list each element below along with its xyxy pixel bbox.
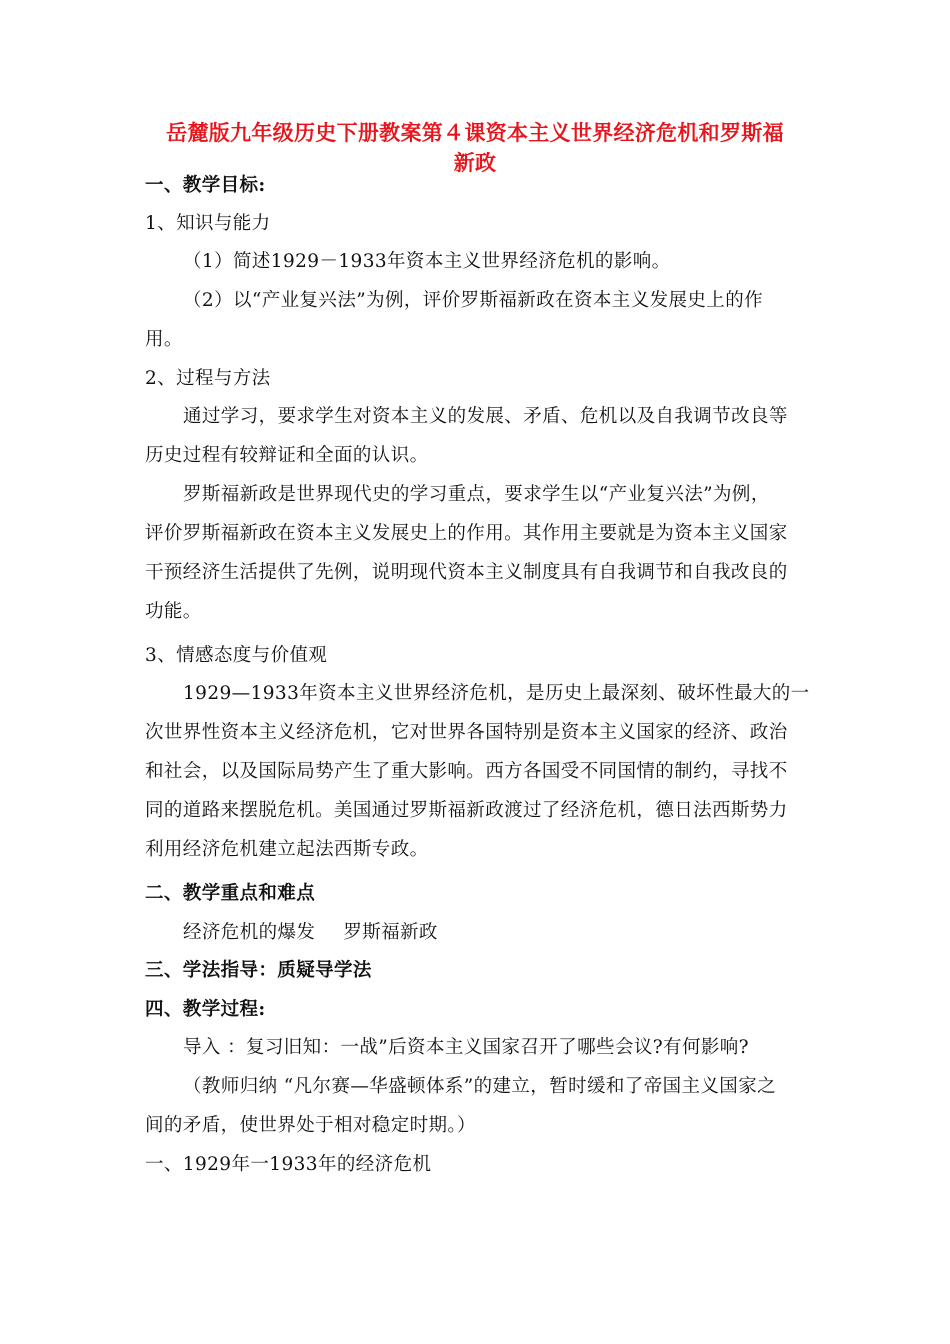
paragraph-newdeal-line-1: 罗斯福新政是世界现代史的学习重点，要求学生以“产业复兴法”为例， xyxy=(183,484,770,505)
title-line-1: 岳麓版九年级历史下册教案第４课资本主义世界经济危机和罗斯福 xyxy=(166,120,784,145)
paragraph-values-line-3: 和社会，以及国际局势产生了重大影响。西方各国受不同国情的制约，寻找不 xyxy=(145,761,788,782)
paragraph-process-line-2: 历史过程有较辩证和全面的认识。 xyxy=(145,445,429,466)
teacher-note-line-1: （教师归纳 “凡尔赛—华盛顿体系”的建立，暂时缓和了帝国主义国家之 xyxy=(183,1076,776,1097)
paragraph-values-line-4: 同的道路来摆脱危机。美国通过罗斯福新政渡过了经济危机，德日法西斯势力 xyxy=(145,800,788,821)
paragraph-newdeal-line-3: 干预经济生活提供了先例，说明现代资本主义制度具有自我调节和自我改良的 xyxy=(145,562,788,583)
key-point-1: 经济危机的爆发 xyxy=(183,922,316,943)
subheading-values: 3、情感态度与价值观 xyxy=(145,645,328,666)
paragraph-values-line-1: 1929—1933年资本主义世界经济危机，是历史上最深刻、破坏性最大的一 xyxy=(183,683,810,704)
document-title xyxy=(140,118,810,178)
section-heading-key-points: 二、教学重点和难点 xyxy=(145,883,316,904)
key-point-2: 罗斯福新政 xyxy=(343,922,438,943)
paragraph-newdeal-line-2: 评价罗斯福新政在资本主义发展史上的作用。其作用主要就是为资本主义国家 xyxy=(145,523,788,544)
subheading-knowledge: 1、知识与能力 xyxy=(145,213,271,234)
paragraph-process-line-1: 通过学习，要求学生对资本主义的发展、矛盾、危机以及自我调节改良等 xyxy=(183,406,788,427)
paragraph-newdeal-line-4: 功能。 xyxy=(145,601,202,622)
objective-item-2-line-2: 用。 xyxy=(145,329,183,350)
key-points-row xyxy=(183,920,815,946)
teacher-note-line-2: 间的矛盾，使世界处于相对稳定时期。） xyxy=(145,1115,476,1136)
objective-item-1: （1）简述1929－1933年资本主义世界经济危机的影响。 xyxy=(183,251,671,272)
title-line-2: 新政 xyxy=(453,150,497,175)
paragraph-values-line-5: 利用经济危机建立起法西斯专政。 xyxy=(145,839,429,860)
section-heading-process: 四、教学过程: xyxy=(145,999,266,1020)
intro-question: 导入 ：复习旧知：一战”后资本主义国家召开了哪些会议?有何影响? xyxy=(183,1037,749,1058)
section-heading-method: 三、学法指导：质疑导学法 xyxy=(145,960,372,981)
section-heading-objectives: 一、教学目标: xyxy=(145,175,266,196)
paragraph-values-line-2: 次世界性资本主义经济危机，它对世界各国特别是资本主义国家的经济、政治 xyxy=(145,722,788,743)
part-heading-1: 一、1929年一1933年的经济危机 xyxy=(145,1154,432,1175)
objective-item-2-line-1: （2）以“产业复兴法”为例，评价罗斯福新政在资本主义发展史上的作 xyxy=(183,290,763,311)
subheading-process: 2、过程与方法 xyxy=(145,368,271,389)
